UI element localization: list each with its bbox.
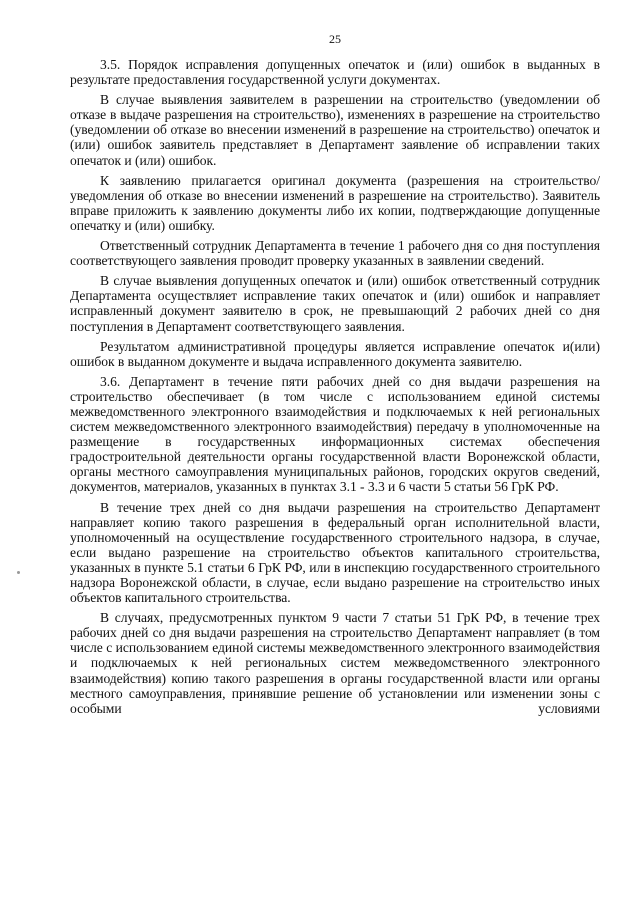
paragraph-3-5-heading: 3.5. Порядок исправления допущенных опечаток и (или) ошибок в выданных в результате предоставления государственной услуги документах. [70,57,600,88]
paragraph-3-6: 3.6. Департамент в течение пяти рабочих дней со дня выдачи разрешения на строительство обеспечивает (в том числе с использованием единой системы межведомственного электронного взаимодействия и подключаемых к ней региональных систем межведомственного электронного взаимодействия) передачу в уполномоченные на размещение в государственных информационных системах обеспечения градостроительной деятельности органы государственной власти Воронежской области, органы местного самоуправления муниципальных районов, городских округов сведений, документов, материалов, указанных в пунктах 3.1 - 3.3 и 6 части 5 статьи 56 ГрК РФ. [70,373,600,495]
paragraph-special-zones: В случаях, предусмотренных пунктом 9 части 7 статьи 51 ГрК РФ, в течение трех рабочих дней со дня выдачи разрешения на строительство Департамент направляет (в том числе с использованием единой системы межведомственного электронного взаимодействия и подключаемых к ней региональных систем межведомственного электронного взаимодействия) копию такого разрешения в органы государственной власти или органы местного самоуправления, принявшие решение об установлении или изменении зоны с особыми условиями [70,610,600,716]
paragraph-procedure-result: Результатом административной процедуры является исправление опечаток и(или) ошибок в выданном документе и выдача исправленного документа заявителю. [70,338,600,369]
paragraph-correction: В случае выявления допущенных опечаток и (или) ошибок ответственный сотрудник Департамента осуществляет исправление таких опечаток и (или) ошибок и направляет исправленный документ заявителю в срок, не превышающий 2 рабочих дней со дня поступления в Департамент соответствующего заявления. [70,273,600,334]
page-number: 25 [329,32,341,46]
scan-speck [17,571,20,574]
document-body [70,57,600,721]
document-page [70,0,600,905]
paragraph-typo-detection: В случае выявления заявителем в разрешении на строительство (уведомлении об отказе в выдаче разрешения на строительство), изменениях в разрешение на строительство (уведомлении об отказе во внесении изменений в разрешение на строительство) опечаток и (или) ошибок заявитель представляет в Департамент заявление об исправлении таких опечаток и (или) ошибок. [70,92,600,168]
paragraph-review-period: Ответственный сотрудник Департамента в течение 1 рабочего дня со дня поступления соответствующего заявления проводит проверку указанных в заявлении сведений. [70,238,600,269]
paragraph-attachments: К заявлению прилагается оригинал документа (разрешения на строительство/ уведомления об отказе во внесении изменений в разрешение на строительство). Заявитель вправе приложить к заявлению документы либо их копии, подтверждающие допущенные опечатку и (или) ошибку. [70,172,600,233]
paragraph-copy-to-federal-body: В течение трех дней со дня выдачи разрешения на строительство Департамент направляет копию такого разрешения в федеральный орган исполнительной власти, уполномоченный на осуществление государственного строительного надзора, в случае, если выдано разрешение на строительство объектов капитального строительства, указанных в пункте 5.1 статьи 6 ГрК РФ, или в инспекцию государственного строительного надзора Воронежской области, в случае, если выдано разрешение на строительство иных объектов капитального строительства. [70,499,600,606]
